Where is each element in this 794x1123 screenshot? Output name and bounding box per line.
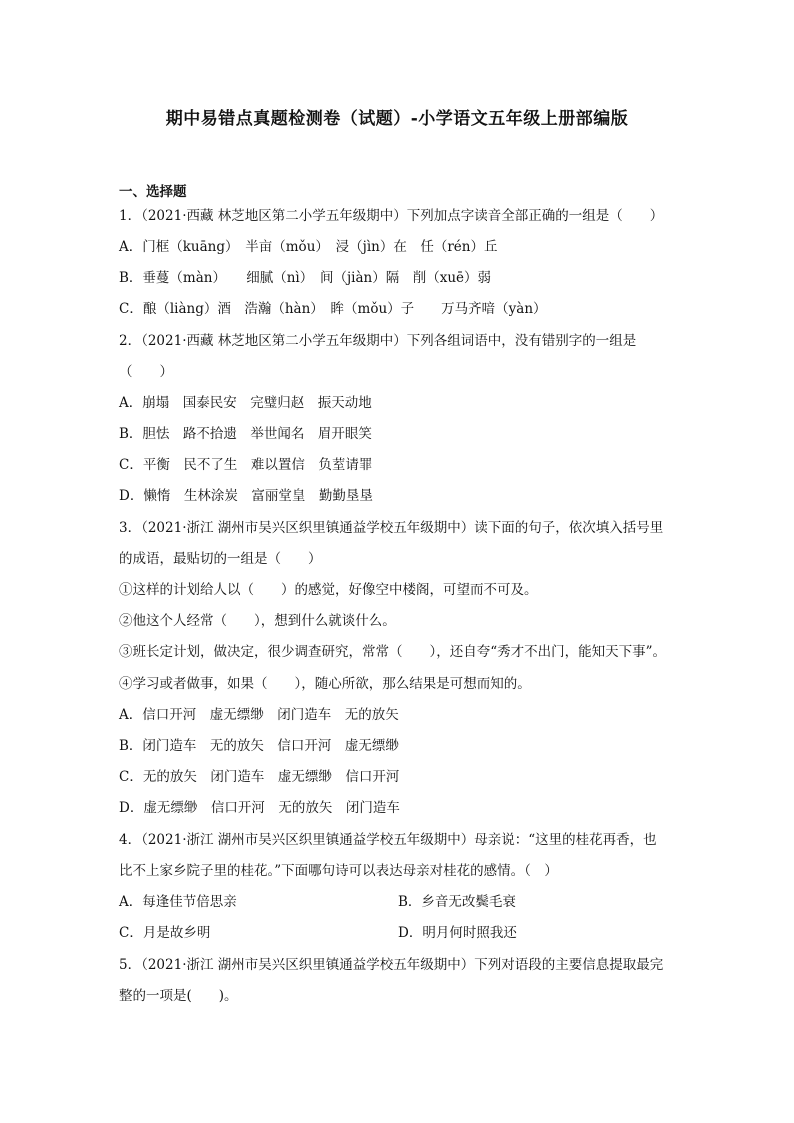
q1-option-a: A．门框（kuāng） 半亩（mǒu） 浸（jìn）在 任（rén）丘	[119, 239, 498, 255]
q3-sentence-4: ④学习或者做事，如果（ ），随心所欲，那么结果是可想而知的。	[119, 676, 531, 692]
q4-option-d: D．明月何时照我还	[398, 925, 517, 941]
q3-option-c: C．无的放矢 闭门造车 虚无缥缈 信口开河	[119, 769, 400, 785]
q5-stem-cont: 整的一项是( )。	[119, 988, 238, 1004]
q2-option-b: B．胆怯 路不拾遗 举世闻名 眉开眼笑	[119, 426, 372, 442]
q1-stem: 1．（2021·西藏 林芝地区第二小学五年级期中）下列加点字读音全部正确的一组是（ ）	[119, 208, 664, 224]
q2-option-d: D．懒惰 生林涂炭 富丽堂皇 勤勤垦垦	[119, 488, 373, 504]
q2-stem: 2．（2021·西藏 林芝地区第二小学五年级期中）下列各组词语中，没有错别字的一组是	[119, 333, 637, 349]
q1-option-c: C．酿（liàng）酒 浩瀚（hàn） 眸（mǒu）子 万马齐喑（yàn）	[119, 301, 547, 317]
q5-stem: 5．（2021·浙江 湖州市吴兴区织里镇通益学校五年级期中）下列对语段的主要信息提取最完	[119, 957, 664, 973]
q2-option-a: A．崩塌 国泰民安 完璧归赵 振天动地	[119, 395, 372, 411]
q4-stem: 4．（2021·浙江 湖州市吴兴区织里镇通益学校五年级期中）母亲说：“这里的桂花再香，也	[119, 832, 657, 848]
q3-option-d: D．虚无缥缈 信口开河 无的放矢 闭门造车	[119, 800, 400, 816]
q4-stem-cont: 比不上家乡院子里的桂花。”下面哪句诗可以表达母亲对桂花的感情。（ ）	[119, 863, 558, 879]
q3-sentence-3: ③班长定计划，做决定，很少调查研究，常常（ ），还自夸“秀才不出门，能知天下事”。	[119, 644, 667, 660]
q1-option-b: B．垂蔓（màn） 细腻（nì） 间（jiàn）隔 削（xuē）弱	[119, 270, 492, 286]
q4-option-b: B．乡音无改鬓毛衰	[398, 894, 516, 910]
q3-sentence-1: ①这样的计划给人以（ ）的感觉，好像空中楼阁，可望而不可及。	[119, 582, 538, 598]
q3-stem: 3．（2021·浙江 湖州市吴兴区织里镇通益学校五年级期中）读下面的句子，依次填入括号里	[119, 520, 664, 536]
q2-stem-cont: （ ）	[119, 364, 173, 380]
q4-option-c: C．月是故乡明	[119, 925, 211, 941]
document-title: 期中易错点真题检测卷（试题）-小学语文五年级上册部编版	[165, 109, 629, 129]
q3-stem-cont: 的成语，最贴切的一组是（ ）	[119, 551, 322, 567]
q2-option-c: C．平衡 民不了生 难以置信 负荎请罪	[119, 457, 373, 473]
section-heading: 一、选择题	[119, 184, 187, 200]
q3-sentence-2: ②他这个人经常（ ），想到什么就谈什么。	[119, 613, 396, 629]
q4-option-a: A．每逢佳节倍思亲	[119, 894, 237, 910]
q3-option-a: A．信口开河 虚无缥缈 闭门造车 无的放矢	[119, 707, 399, 723]
q3-option-b: B．闭门造车 无的放矢 信口开河 虚无缥缈	[119, 738, 399, 754]
